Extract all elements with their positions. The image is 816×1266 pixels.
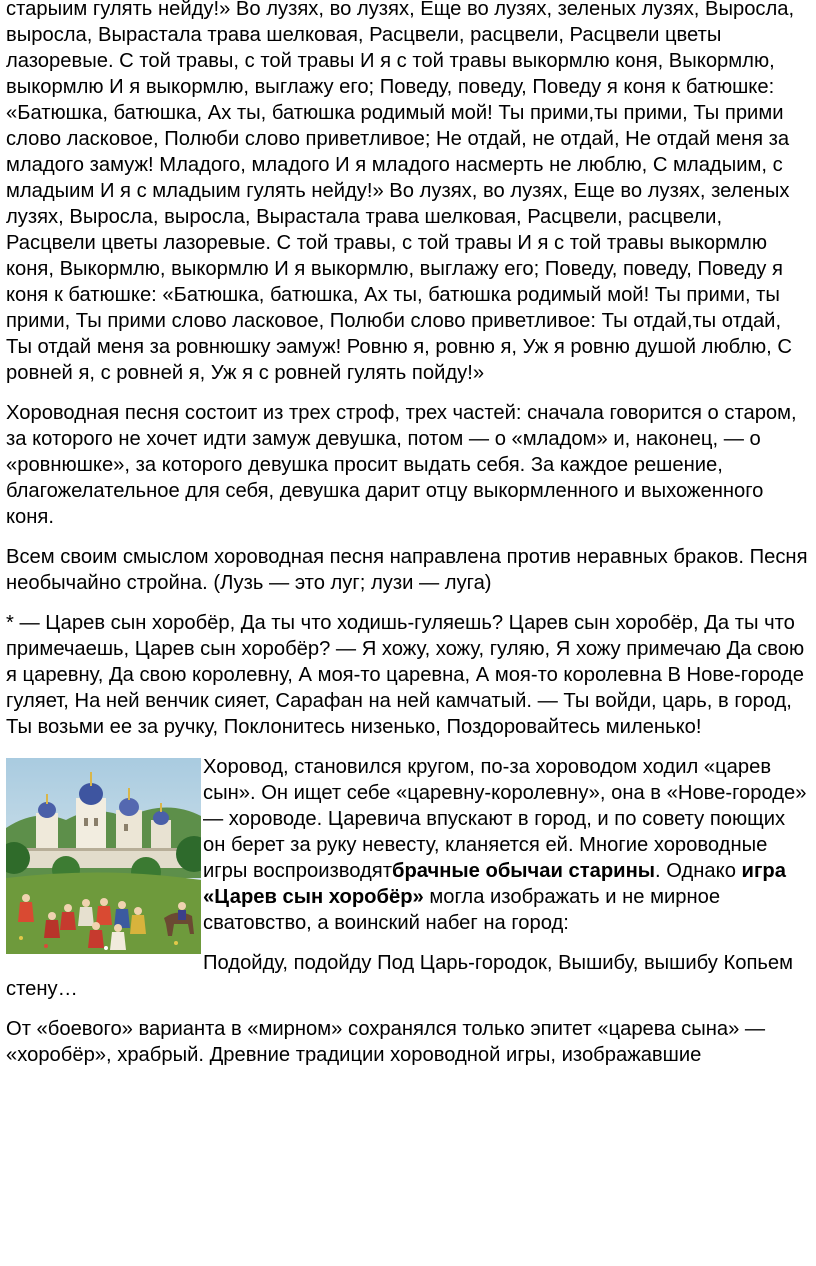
bold-game-title: игра «Царев сын хоробёр» <box>203 860 786 908</box>
khorovod-text-part2: . Однако <box>655 860 742 882</box>
song-text-paragraph: старыим гулять нейду!» Во лузях, во лузях, Еще во лузях, зеленых лузях, Выросла, выросла, Вырастала трава шелковая, Расцвели, расцвели, Расцвели цветы лазоревые. С той травы, с той травы И я с той травы выкормлю коня, Выкормлю, выкормлю И я выкормлю, выглажу его; Поведу, поведу, Поведу я коня к батюшке: «Батюшка, батюшка, Ах ты, батюшка родимый мой! Ты прими,ты прими, Ты прими слово ласковое, Полюби слово приветливое; Не отдай, не отдай, Не отдай меня за младого замуж! Младого, младого И я младого насмерть не люблю, С младыим, с младыим И я с младыим гулять нейду!» Во лузях, во лузях, Еще во лузях, зеленых лузях, Выросла, выросла, Вырастала трава шелковая, Расцвели, расцвели, Расцвели цветы лазоревые. С той травы, с той травы И я с той травы выкормлю коня, Выкормлю, выкормлю И я выкормлю, выглажу его; Поведу, поведу, Поведу я коня к батюшке: «Батюшка, батюшка, Ах ты, батюшка родимый мой! Ты прими, ты прими, Ты прими слово ласковое, Полюби слово приветливое: Ты отдай,ты отдай, Ты отдай меня за ровнюшку эамуж! Ровню я, ровню я, Уж я ровню душой люблю, С ровней я, с ровней я, Уж я с ровней гулять пойду!» <box>6 0 795 384</box>
khorovod-description-paragraph <box>6 754 810 936</box>
tsarev-syn-song-paragraph: * — Царев сын хоробёр, Да ты что ходишь-гуляешь? Царев сын хоробёр, Да ты что примечаешь, Царев сын хоробёр? — Я хожу, хожу, гуляю, Я хожу примечаю Да свою я царевну, Да свою королевну, А моя-то царевна, А моя-то королевна В Нове-городе гуляет, На ней венчик сияет, Сарафан на ней камчатый. — Ты войди, царь, в город, Ты возьми ее за ручку, Поклонитесь низенько, Поздоровайтесь миленько! <box>6 612 805 738</box>
khorovod-painting-icon <box>6 758 201 954</box>
battle-variant-paragraph: От «боевого» варианта в «мирном» сохранялся только эпитет «царева сына» — «хоробёр», храбрый. Древние традиции хороводной игры, изображавшие <box>6 1018 766 1066</box>
khorovod-text-part3: могла изображать и не мирное сватовство, а воинский набег на город: <box>203 886 721 934</box>
bold-marriage-customs: брачные обычаи старины <box>391 860 656 882</box>
khorovod-text-part1: Хоровод, становился кругом, по-за хороводом ходил «царев сын». Он ищет себе «царевну-королевну», она в «Нове-городе» — хороводе. Царевича впускают в город, и по совету поющих он берет за руку невесту, кланяется ей. Многие хороводные игры воспроизводят <box>203 756 807 882</box>
song-structure-paragraph: Хороводная песня состоит из трех строф, трех частей: сначала говорится о старом, за которого не хочет идти замуж девушка, потом — о «младом» и, наконец, — о «ровнюшке», за которого девушка просит выдать себя. За каждое решение, благожелательное для себя, девушка дарит отцу выкормленного и выхоженного коня. <box>6 402 797 528</box>
song-meaning-paragraph: Всем своим смыслом хороводная песня направлена против неравных браков. Песня необычайно стройна. (Лузь — это луг; лузи — луга) <box>6 546 808 594</box>
battle-verse-paragraph: Подойду, подойду Под Царь-городок, Вышибу, вышибу Копьем стену… <box>6 952 794 1000</box>
